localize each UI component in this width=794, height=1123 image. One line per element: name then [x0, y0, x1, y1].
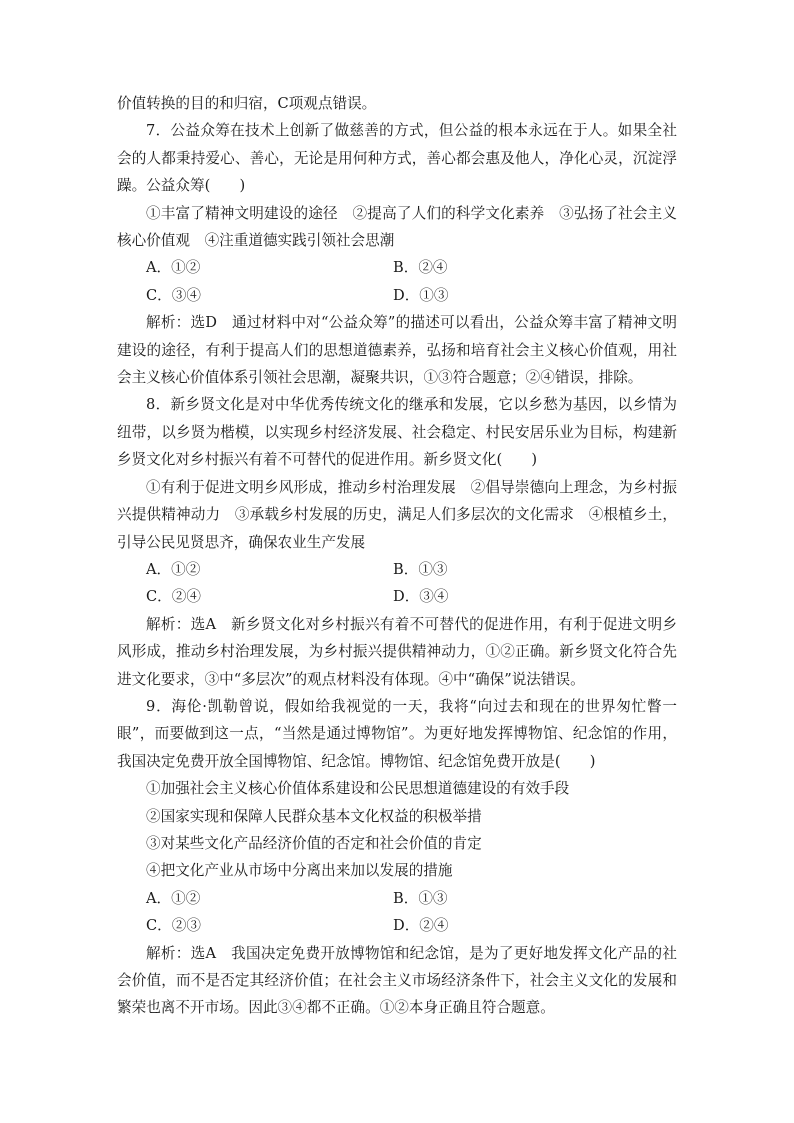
option-d: D．①③ — [393, 286, 449, 304]
question-item: ①有利于促进文明乡风形成，推动乡村治理发展 ②倡导崇德向上理念，为乡村振兴提供精神动力 ③承载乡村发展的历史，满足人们多层次的文化需求 ④根植乡土，引导公民见贤思齐，确保农业生产发展 — [117, 478, 677, 551]
analysis-text: 解析：选D 通过材料中对“公益众筹”的描述可以看出，公益众筹丰富了精神文明建设的途径，有利于提高人们的思想道德素养，弘扬和培育社会主义核心价值观，用社会主义核心价值体系引领社会思潮，凝聚共识，①③符合题意；②④错误，排除。 — [117, 314, 677, 387]
question-stem: 7．公益众筹在技术上创新了做慈善的方式，但公益的根本永远在于人。如果全社会的人都秉持爱心、善心，无论是用何种方式，善心都会惠及他人，净化心灵，沉淀浮躁。公益众筹( ) — [117, 122, 677, 195]
question-item: ④把文化产业从市场中分离出来加以发展的措施 — [146, 862, 453, 880]
option-a: A．①② — [146, 259, 201, 277]
question-item: ①丰富了精神文明建设的途径 ②提高了人们的科学文化素养 ③弘扬了社会主义核心价值观 ④注重道德实践引领社会思潮 — [117, 204, 677, 250]
options-row — [117, 282, 677, 309]
options-row — [117, 885, 677, 912]
analysis-text: 解析：选A 新乡贤文化对乡村振兴有着不可替代的促进作用，有利于促进文明乡风形成，推动乡村治理发展，为乡村振兴提供精神动力，①②正确。新乡贤文化符合先进文化要求，③中“多层次”的观点材料没有体现。④中“确保”说法错误。 — [117, 615, 677, 688]
question-item: ②国家实现和保障人民群众基本文化权益的积极举措 — [146, 807, 482, 825]
options-row — [117, 912, 677, 939]
question-item: ③对某些文化产品经济价值的否定和社会价值的肯定 — [146, 834, 482, 852]
option-b: B．①③ — [393, 889, 448, 907]
question-stem: 8．新乡贤文化是对中华优秀传统文化的继承和发展，它以乡愁为基因，以乡情为纽带，以乡贤为楷模，以实现乡村经济发展、社会稳定、村民安居乐业为目标，构建新乡贤文化对乡村振兴有着不可替代的促进作用。新乡贤文化( ) — [117, 396, 677, 469]
question-9 — [117, 693, 677, 1022]
question-item: ①加强社会主义核心价值体系建设和公民思想道德建设的有效手段 — [146, 780, 570, 798]
option-c: C．③④ — [146, 286, 201, 304]
intro-text: 价值转换的目的和归宿，C项观点错误。 — [117, 95, 377, 112]
question-8 — [117, 391, 677, 692]
option-d: D．③④ — [393, 588, 449, 606]
document-page — [117, 90, 677, 1022]
option-a: A．①② — [146, 889, 201, 907]
option-c: C．②③ — [146, 917, 201, 935]
options-row — [117, 556, 677, 583]
option-a: A．①② — [146, 560, 201, 578]
options-row — [117, 254, 677, 281]
options-row — [117, 583, 677, 610]
question-7 — [117, 117, 677, 391]
analysis-text: 解析：选A 我国决定免费开放博物馆和纪念馆，是为了更好地发挥文化产品的社会价值，而不是否定其经济价值；在社会主义市场经济条件下，社会主义文化的发展和繁荣也离不开市场。因此③④都不正确。①②本身正确且符合题意。 — [117, 944, 677, 1017]
question-stem: 9．海伦·凯勒曾说，假如给我视觉的一天，我将“向过去和现在的世界匆忙瞥一眼”，而要做到这一点，“当然是通过博物馆”。为更好地发挥博物馆、纪念馆的作用，我国决定免费开放全国博物馆、纪念馆。博物馆、纪念馆免费开放是( ) — [117, 697, 677, 770]
option-b: B．①③ — [393, 560, 448, 578]
option-c: C．②④ — [146, 588, 201, 606]
option-b: B．②④ — [393, 259, 448, 277]
option-d: D．②④ — [393, 917, 449, 935]
